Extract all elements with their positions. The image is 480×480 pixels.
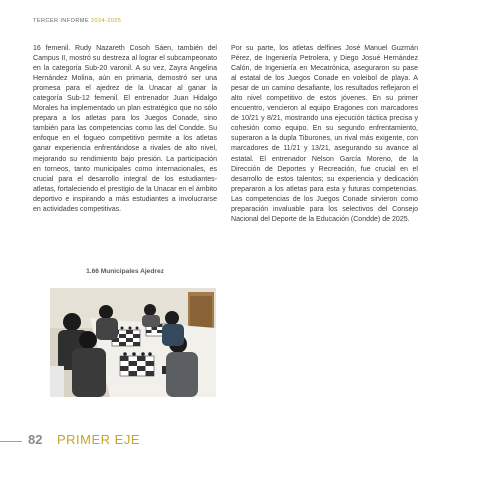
photo-caption: 1.66 Municipales Ajedrez: [86, 268, 164, 275]
report-years: 2024-2025: [90, 18, 122, 24]
chess-photo-illustration: [50, 288, 216, 397]
page-number: 82: [28, 432, 43, 447]
left-column-text: 16 femenil. Rudy Nazareth Cosoh Sáen, también del Campus II, mostró su destreza al lograr el subcampeonato en la categoría Sub-20 varonil. A su vez, Zayra Angelina Hernández Molina, aún en primaria, demostró ser una promesa para el ajedrez de la Unacar al ganar la categoría Sub-12 femenil. El entrenador Juan Hidalgo Morales ha implementado un plan estratégico que no sólo prepara a los atletas para los Juegos Conade, sino también para las competencias como las del Condde. Su enfoque en el fogueo competitivo permite a los atletas ganar experiencia enfrentándose a rivales de alto nivel, mejorando su rendimiento bajo presión. La participación en torneos, tanto municipales como internacionales, es crucial para el desarrollo integral de los estudiantes-atletas, fortaleciendo el prestigio de la Unacar en el ámbito deportivo e inspirando a más estudiantes a involucrarse en actividades competitivas.: [33, 45, 217, 213]
report-header: [33, 18, 121, 24]
section-title: PRIMER EJE: [57, 432, 141, 447]
right-column: [231, 44, 418, 225]
right-column-text: Por su parte, los atletas delfines José Manuel Guzmán Pérez, de Ingeniería Petrolera, y Diego Josué Hernández Calón, de Ingeniería en Mecatrónica, aseguraron su pase al estatal de los Juegos Conade en voleibol de playa. A pesar de un camino desafiante, los resultados reflejaron el alto nivel competitivo de estos jóvenes. En su primer encuentro, vencieron al equipo Eragones con marcadores de 10/21 y 8/21, mostrando una ejecución táctica precisa y cohesión como equipo. En su segundo enfrentamiento, superaron a la dupla Tiburones, un rival más exigente, con marcadores de 11/21 y 13/21, asegurando su avance al estatal. El entrenador Nelson García Moreno, de la Dirección de Deportes y Recreación, fue crucial en el desarrollo de estos talentos; su experiencia y dedicación prepararon a los atletas para esta y futuras competencias. Las competencias de los Juegos Conade sirvieron como preparación invaluable para los selectivos del Consejo Nacional del Deporte de la Educación (Condde) de 2025.: [231, 45, 418, 223]
chess-tournament-photo: [50, 288, 216, 397]
report-label: TERCER INFORME: [33, 18, 89, 24]
left-column: [33, 44, 217, 215]
footer-accent-line: [0, 441, 22, 442]
